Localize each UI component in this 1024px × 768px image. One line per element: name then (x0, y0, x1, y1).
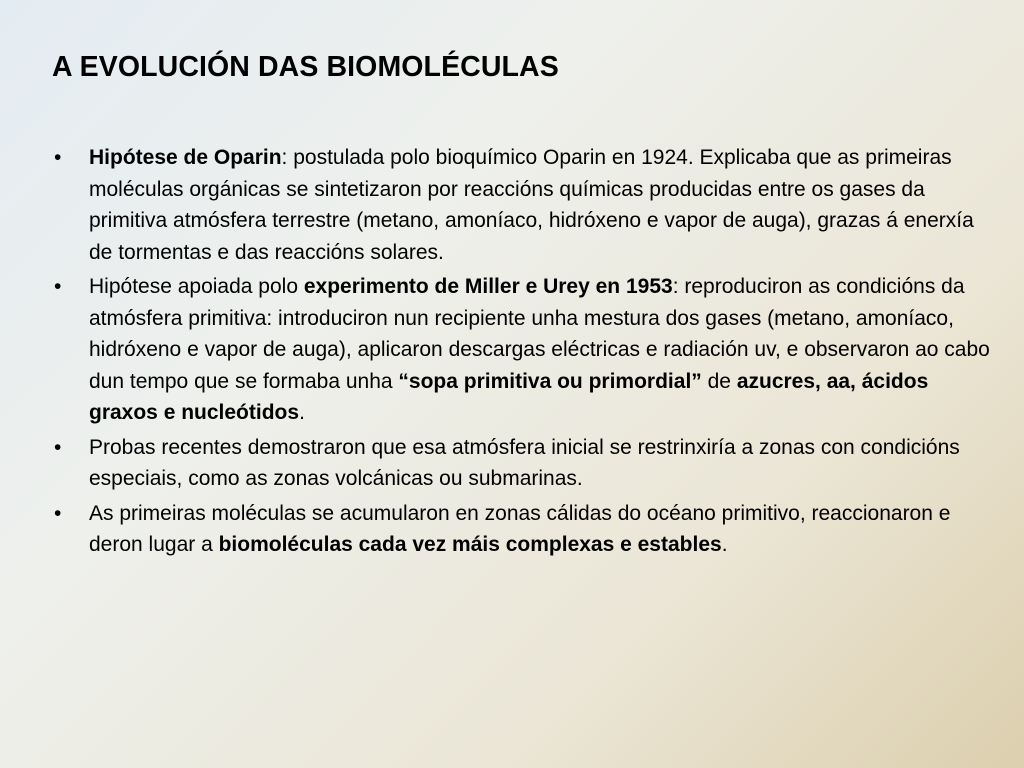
bullet-item (52, 432, 992, 495)
bullet-text-bold: experimento de Miller e Urey en 1953 (303, 275, 673, 298)
bullet-text: . (721, 533, 728, 556)
bullet-text: : reproduciron as condicións da atmósfera primitiva: introduciron nun recipiente unha mestura dos gases (metano, amoníaco, hidróxeno e vapor de auga), aplicaron descargas eléctricas e radiación uv, e observaron ao cabo dun tempo que se formaba unha (89, 275, 990, 393)
bullet-text-bold: “sopa primitiva ou primordial” (398, 369, 702, 393)
bullet-item (52, 271, 992, 429)
bullet-marker: • (54, 275, 62, 298)
bullet-text: Probas recentes demostraron que esa atmósfera inicial se restrinxiría a zonas con condicións especiais, como as zonas volcánicas ou submarinas. (89, 435, 960, 490)
bullet-text: . (299, 401, 305, 424)
bullet-marker: • (54, 146, 62, 169)
bullet-text-bold: Hipótese de Oparin (89, 146, 282, 169)
bullet-item (52, 142, 992, 268)
bullet-marker: • (54, 501, 62, 525)
bullet-marker: • (54, 435, 62, 459)
bullet-text: de (701, 369, 737, 393)
slide-title: A EVOLUCIÓN DAS BIOMOLÉCULAS (52, 51, 559, 83)
bullet-list (52, 142, 992, 564)
bullet-text-bold: biomoléculas cada vez máis complexas e estables (218, 533, 722, 556)
bullet-text: As primeiras moléculas se acumularon en zonas cálidas do océano primitivo, reaccionaron e deron lugar a (89, 501, 951, 556)
bullet-text: : postulada polo bioquímico Oparin en 1924. Explicaba que as primeiras moléculas orgánicas se sintetizaron por reaccións químicas producidas entre os gases da primitiva atmósfera terrestre (metano, amoníaco, hidróxeno e vapor de auga), grazas á enerxía de tormentas e das reaccións solares. (89, 146, 974, 264)
bullet-text: Hipótese apoiada polo (89, 275, 304, 298)
bullet-item (52, 498, 992, 561)
bullet-text-bold: azucres, aa, ácidos graxos e nucleótidos (89, 369, 929, 424)
